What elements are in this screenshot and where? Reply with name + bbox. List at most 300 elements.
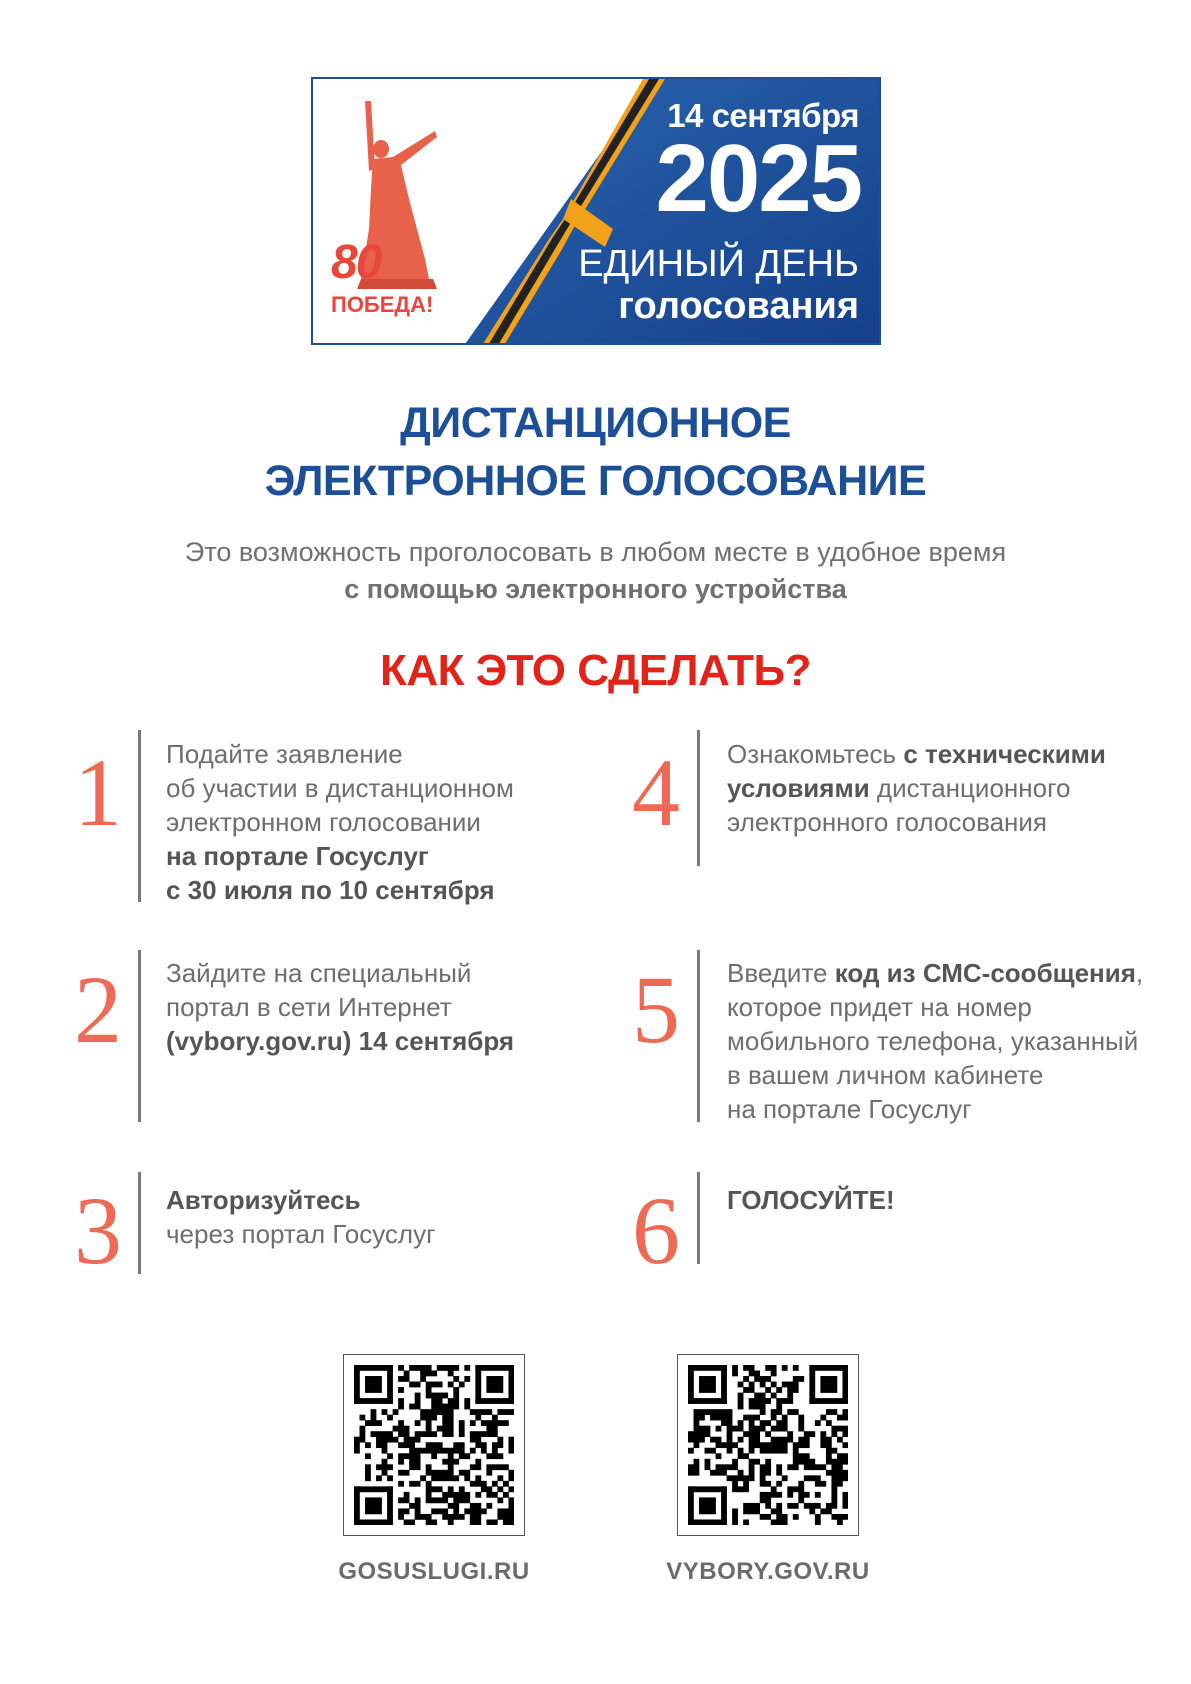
qr-module [409,1464,415,1470]
qr-module [688,1437,694,1443]
qr-module [787,1409,793,1415]
qr-module [426,1481,432,1487]
qr-module [765,1376,771,1382]
step-text-3 [166,1183,436,1251]
qr-module [749,1415,755,1421]
qr-module [776,1437,782,1443]
qr-module [365,1420,371,1426]
qr-module [431,1382,437,1388]
qr-module [705,1464,711,1470]
qr-module [716,1464,722,1470]
qr-module [716,1453,722,1459]
qr-module [486,1519,492,1525]
qr-finder [365,1497,382,1514]
step-line [166,956,514,990]
qr-module [826,1448,832,1454]
qr-module [470,1409,476,1415]
qr-module [815,1481,821,1487]
qr-module [694,1431,700,1437]
qr-module [431,1442,437,1448]
qr-module [437,1448,443,1454]
qr-module [448,1459,454,1465]
qr-module [475,1508,481,1514]
step-number-3: 3 [74,1177,122,1284]
qr-module [481,1448,487,1454]
qr-module [743,1481,749,1487]
qr-module [365,1475,371,1481]
qr-module [831,1497,837,1503]
qr-module [475,1442,481,1448]
qr-module [486,1492,492,1498]
qr-module [765,1492,771,1498]
qr-module [497,1514,503,1520]
qr-module [437,1442,443,1448]
qr-module [738,1453,744,1459]
step-text-bold: условиями [727,773,870,803]
qr-module [771,1426,777,1432]
qr-module [694,1426,700,1432]
qr-module [470,1431,476,1437]
qr-module [453,1492,459,1498]
qr-module [749,1398,755,1404]
qr-module [782,1448,788,1454]
qr-module [404,1492,410,1498]
step-text-bold: с техническими [903,739,1106,769]
qr-module [431,1404,437,1410]
qr-module [787,1382,793,1388]
step-text-2 [166,956,514,1058]
qr-module [448,1409,454,1415]
qr-module [804,1475,810,1481]
qr-module [826,1503,832,1509]
qr-module [459,1448,465,1454]
qr-module [771,1492,777,1498]
qr-module [387,1464,393,1470]
qr-module [415,1437,421,1443]
qr-finder [699,1497,716,1514]
qr-module [793,1387,799,1393]
qr-module [804,1492,810,1498]
qr-module [727,1448,733,1454]
qr-module [470,1448,476,1454]
qr-module [749,1431,755,1437]
qr-module [409,1459,415,1465]
intro-line1: Это возможность проголосовать в любом месте в удобное время [184,537,1007,567]
qr-module [404,1431,410,1437]
qr-module [804,1442,810,1448]
intro-line2: с помощью электронного устройства [344,574,847,604]
step-text-regular: дистанционного [869,773,1071,803]
qr-module [376,1420,382,1426]
qr-module [448,1486,454,1492]
step-text-6 [727,1183,895,1217]
qr-module [426,1464,432,1470]
qr-module [749,1365,755,1371]
qr-module [382,1459,388,1465]
qr-module [831,1459,837,1465]
qr-module [798,1426,804,1432]
qr-module [732,1475,738,1481]
qr-module [470,1481,476,1487]
qr-module [492,1453,498,1459]
qr-module [776,1426,782,1432]
qr-module [464,1453,470,1459]
qr-module [738,1486,744,1492]
qr-module [404,1519,410,1525]
qr-module [754,1393,760,1399]
step-line [727,805,1106,839]
qr-module [831,1464,837,1470]
qr-module [754,1404,760,1410]
qr-module [749,1426,755,1432]
qr-module [771,1442,777,1448]
step-text-regular: мобильного телефона, указанный [727,1026,1139,1056]
qr-module [727,1475,733,1481]
qr-module [387,1475,393,1481]
qr-module [437,1382,443,1388]
step-line [166,805,514,839]
qr-module [453,1514,459,1520]
qr-module [448,1404,454,1410]
qr-module [732,1365,738,1371]
qr-module [793,1442,799,1448]
qr-module [492,1519,498,1525]
qr-module [710,1437,716,1443]
qr-module [738,1426,744,1432]
qr-module [371,1415,377,1421]
qr-module [475,1415,481,1421]
qr-module [837,1459,843,1465]
qr-module [415,1431,421,1437]
step-text-1 [166,737,514,907]
qr-module [793,1464,799,1470]
qr-module [721,1409,727,1415]
qr-finder [688,1365,727,1371]
qr-module [837,1453,843,1459]
qr-module [492,1415,498,1421]
qr-module [842,1453,848,1459]
qr-module [459,1442,465,1448]
qr-module [760,1382,766,1388]
qr-module [464,1508,470,1514]
qr-module [699,1415,705,1421]
qr-module [743,1503,749,1509]
qr-module [688,1448,694,1454]
qr-module [481,1431,487,1437]
qr-module [437,1426,443,1432]
qr-module [793,1459,799,1465]
qr-module [492,1426,498,1432]
qr-module [431,1497,437,1503]
qr-module [481,1442,487,1448]
qr-module [420,1371,426,1377]
qr-module [798,1420,804,1426]
qr-module [727,1420,733,1426]
qr-module [464,1365,470,1371]
qr-module [727,1415,733,1421]
qr-module [431,1475,437,1481]
step-number-4: 4 [632,739,680,846]
badge-80: 80 [331,236,381,289]
step-text-regular: Зайдите на специальный [166,958,472,988]
qr-module [415,1393,421,1399]
qr-module [398,1404,404,1410]
qr-module [754,1508,760,1514]
qr-module [470,1514,476,1520]
qr-module [475,1492,481,1498]
qr-finder [475,1365,481,1404]
qr-module [782,1437,788,1443]
qr-module [721,1420,727,1426]
qr-module [486,1409,492,1415]
qr-module [409,1382,415,1388]
qr-module [754,1431,760,1437]
qr-module [782,1475,788,1481]
qr-module [453,1508,459,1514]
qr-module [743,1453,749,1459]
qr-module [793,1376,799,1382]
step-line [727,737,1106,771]
qr-module [688,1431,694,1437]
qr-module [360,1437,366,1443]
qr-module [831,1448,837,1454]
qr-module [442,1431,448,1437]
qr-module [743,1508,749,1514]
qr-module [771,1448,777,1454]
qr-module [459,1470,465,1476]
qr-module [448,1426,454,1432]
qr-module [437,1497,443,1503]
qr-module [382,1442,388,1448]
qr-module [448,1514,454,1520]
qr-module [426,1382,432,1388]
qr-module [382,1437,388,1443]
qr-module [754,1459,760,1465]
qr-module [721,1415,727,1421]
step-line [727,771,1106,805]
qr-module [815,1503,821,1509]
qr-module [760,1448,766,1454]
qr-module [754,1415,760,1421]
qr-module [426,1448,432,1454]
main-title-line2: ЭЛЕКТРОННОЕ ГОЛОСОВАНИЕ [264,457,927,505]
qr-finder [688,1519,727,1525]
qr-module [787,1387,793,1393]
qr-module [771,1437,777,1443]
qr-module [481,1409,487,1415]
qr-module [431,1393,437,1399]
qr-module [459,1497,465,1503]
step-text-regular: которое придет на номер [727,992,1032,1022]
qr-module [486,1426,492,1432]
qr-finder [721,1486,727,1525]
qr-module [732,1486,738,1492]
qr-module [699,1426,705,1432]
qr-finder [387,1365,393,1404]
qr-module [371,1420,377,1426]
qr-module [820,1481,826,1487]
qr-module [842,1503,848,1509]
qr-finder [365,1376,382,1393]
qr-module [448,1464,454,1470]
qr-module [749,1420,755,1426]
qr-module [842,1415,848,1421]
qr-module [486,1503,492,1509]
qr-module [842,1426,848,1432]
qr-module [409,1365,415,1371]
qr-module [842,1459,848,1465]
qr-module [765,1481,771,1487]
qr-module [470,1420,476,1426]
qr-module [820,1431,826,1437]
qr-module [442,1426,448,1432]
qr-module [732,1459,738,1465]
qr-module [431,1371,437,1377]
qr-module [426,1431,432,1437]
qr-module [497,1508,503,1514]
qr-module [442,1514,448,1520]
qr-module [765,1503,771,1509]
qr-module [448,1453,454,1459]
qr-module [749,1470,755,1476]
qr-module [749,1442,755,1448]
qr-module [831,1470,837,1476]
qr-module [727,1409,733,1415]
step-divider [697,1172,700,1264]
qr-module [749,1475,755,1481]
qr-module [732,1371,738,1377]
qr-module [371,1431,377,1437]
qr-module [826,1453,832,1459]
qr-module [749,1448,755,1454]
step-text-bold: код из СМС-сообщения [834,958,1136,988]
qr-module [760,1497,766,1503]
qr-module [437,1398,443,1404]
qr-module [437,1470,443,1476]
step-text-regular: электронного голосования [727,807,1048,837]
qr-module [409,1404,415,1410]
qr-module [376,1475,382,1481]
qr-module [508,1442,514,1448]
qr-module [705,1459,711,1465]
banner-title-line2: голосования [618,285,859,327]
qr-module [831,1409,837,1415]
qr-module [475,1431,481,1437]
qr-finder [688,1365,694,1404]
qr-module [809,1475,815,1481]
qr-module [398,1398,404,1404]
qr-module [503,1514,509,1520]
qr-module [503,1492,509,1498]
qr-module [398,1431,404,1437]
qr-module [798,1415,804,1421]
qr-module [765,1459,771,1465]
qr-module [475,1519,481,1525]
step-line [727,1183,895,1217]
qr-module [404,1376,410,1382]
qr-module [470,1508,476,1514]
qr-module [398,1453,404,1459]
qr-module [793,1382,799,1388]
qr-module [721,1464,727,1470]
qr-module [486,1453,492,1459]
qr-module [393,1426,399,1432]
qr-module [826,1437,832,1443]
qr-module [842,1514,848,1520]
qr-module [787,1492,793,1498]
qr-module [442,1475,448,1481]
qr-module [771,1409,777,1415]
step-line [166,839,514,873]
qr-module [721,1470,727,1476]
qr-module [787,1503,793,1509]
qr-module [360,1426,366,1432]
qr-module [448,1420,454,1426]
qr-module [448,1448,454,1454]
qr-finder [354,1365,393,1371]
qr-module [738,1382,744,1388]
qr-finder [699,1376,716,1393]
qr-module [798,1453,804,1459]
qr-module [754,1398,760,1404]
qr-module [831,1481,837,1487]
qr-module [743,1365,749,1371]
qr-module [760,1481,766,1487]
qr-module [453,1393,459,1399]
qr-module [448,1470,454,1476]
qr-module [743,1415,749,1421]
qr-module [694,1459,700,1465]
qr-module [404,1442,410,1448]
qr-module [765,1387,771,1393]
step-text-bold: ГОЛОСУЙТЕ! [727,1185,895,1215]
qr-module [497,1453,503,1459]
qr-module [420,1415,426,1421]
qr-module [694,1415,700,1421]
qr-module [442,1448,448,1454]
qr-module [426,1393,432,1399]
qr-module [459,1492,465,1498]
qr-module [793,1453,799,1459]
qr-module [431,1448,437,1454]
qr-module [387,1431,393,1437]
qr-finder [387,1486,393,1525]
qr-label-gosuslugi[interactable]: GOSUSLUGI.RU [338,1558,530,1585]
qr-module [442,1420,448,1426]
qr-module [804,1503,810,1509]
qr-module [376,1464,382,1470]
qr-module [448,1503,454,1509]
qr-module [492,1464,498,1470]
qr-module [749,1459,755,1465]
qr-finder [688,1398,727,1404]
qr-module [360,1431,366,1437]
qr-module [837,1481,843,1487]
qr-module [415,1481,421,1487]
banner-date: 14 сентября [667,97,859,134]
qr-module [415,1365,421,1371]
qr-module [837,1519,843,1525]
qr-module [749,1503,755,1509]
qr-module [393,1409,399,1415]
step-text-5 [727,956,1143,1126]
qr-module [727,1426,733,1432]
qr-label-vybory[interactable]: VYBORY.GOV.RU [666,1558,870,1585]
qr-module [382,1409,388,1415]
qr-module [497,1442,503,1448]
qr-module [453,1404,459,1410]
qr-module [420,1475,426,1481]
